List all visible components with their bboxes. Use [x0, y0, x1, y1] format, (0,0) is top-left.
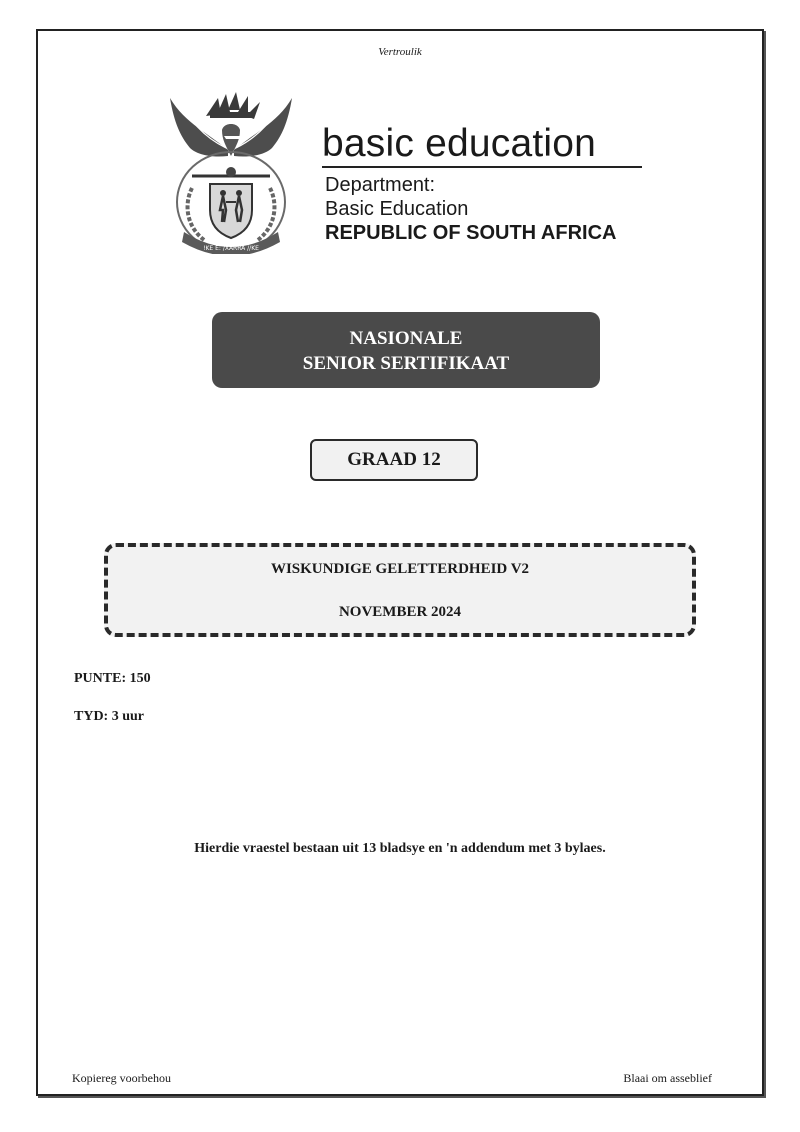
total-marks: PUNTE: 150: [74, 671, 151, 686]
page-count-notice: Hierdie vraestel bestaan uit 13 bladsye en 'n addendum met 3 bylaes.: [194, 841, 606, 856]
subject-name: WISKUNDIGE GELETTERDHEID V2: [270, 561, 530, 577]
certificate-line2: SENIOR SERTIFIKAAT: [302, 353, 510, 374]
exam-session: NOVEMBER 2024: [338, 604, 462, 620]
brand-block: [322, 122, 596, 166]
subject-box: [104, 543, 696, 637]
department-block: [325, 173, 616, 245]
department-name: Basic Education: [325, 198, 469, 220]
copyright-footer: Kopiereg voorbehou: [72, 1071, 171, 1085]
brand-rule: [322, 166, 642, 168]
grade-label: GRAAD 12: [347, 449, 441, 470]
coat-of-arms-icon: [166, 92, 296, 254]
crest-motto: !KE E: /XARRA //KE: [203, 245, 259, 252]
grade-badge: [310, 439, 478, 481]
department-label: Department:: [325, 174, 436, 196]
country-name: REPUBLIC OF SOUTH AFRICA: [325, 222, 617, 244]
turn-over-footer: Blaai om asseblief: [623, 1071, 712, 1085]
certificate-banner: [212, 312, 600, 388]
certificate-line1: NASIONALE: [349, 328, 463, 349]
confidential-label: Vertroulik: [378, 46, 422, 58]
exam-duration: TYD: 3 uur: [74, 709, 145, 724]
brand-title: basic education: [322, 122, 597, 165]
